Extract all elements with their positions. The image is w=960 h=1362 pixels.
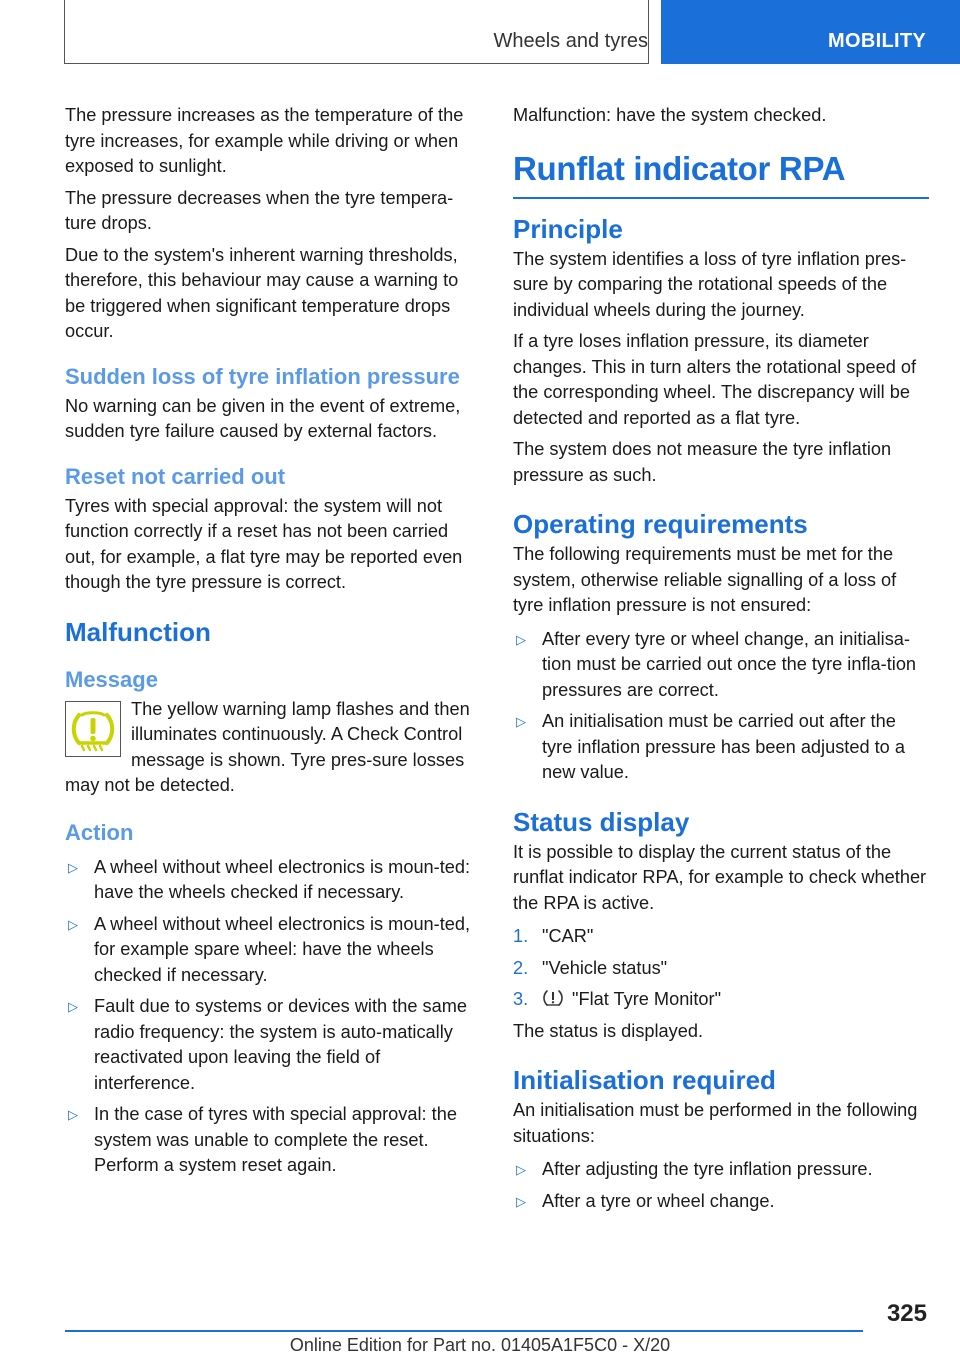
paragraph: It is possible to display the current status of the runflat indicator RPA, for example to check whether the RPA is active. xyxy=(513,841,927,913)
bullet-icon: ▷ xyxy=(68,1107,78,1122)
paragraph: Malfunction: have the system checked. xyxy=(513,105,827,125)
paragraph: The pressure decreases when the tyre tempera-ture drops. xyxy=(65,187,454,233)
paragraph: The status is displayed. xyxy=(513,1020,704,1041)
list-item xyxy=(65,1102,481,1179)
list-item-text: Fault due to systems or devices with the same radio frequency: the system is auto-matically reactivated upon leaving the field of interference. xyxy=(94,996,468,1093)
step-number: 1. xyxy=(513,926,529,946)
step-item xyxy=(513,987,929,1013)
list-item xyxy=(513,709,929,786)
heading-action: Action xyxy=(65,819,134,845)
heading-message: Message xyxy=(65,666,158,692)
bullet-icon: ▷ xyxy=(68,859,78,875)
list-item xyxy=(65,994,481,1096)
bullet-icon: ▷ xyxy=(68,916,78,932)
left-column xyxy=(65,103,481,1185)
heading-principle: Principle xyxy=(513,213,623,244)
paragraph: If a tyre loses inflation pressure, its diameter changes. This in turn alters the rotational speed of the corresponding wheel. The discrepancy will be detected and reported as a flat tyre. xyxy=(513,331,917,428)
operating-list xyxy=(513,627,929,786)
header-chapter-label: MOBILITY xyxy=(828,30,926,52)
footer-edition: Online Edition for Part no. 01405A1F5C0 - X/20 xyxy=(289,1335,671,1355)
step-number: 2. xyxy=(513,957,529,978)
message-block xyxy=(65,697,481,799)
initialisation-list xyxy=(513,1157,929,1214)
paragraph: The following requirements must be met for the system, otherwise reliable signalling of a loss of tyre inflation pressure is not ensured: xyxy=(513,544,897,615)
heading-reset-not-carried-out: Reset not carried out xyxy=(65,463,286,489)
paragraph: The system does not measure the tyre inflation pressure as such. xyxy=(513,439,892,485)
paragraph: An initialisation must be performed in the following situations: xyxy=(513,1100,918,1146)
step-number: 3. xyxy=(513,989,529,1009)
paragraph: No warning can be given in the event of extreme, sudden tyre failure caused by external factors. xyxy=(65,395,461,441)
step-item xyxy=(513,956,929,982)
bullet-icon: ▷ xyxy=(516,1162,526,1177)
list-item xyxy=(65,855,481,906)
bullet-icon: ▷ xyxy=(516,1193,526,1209)
paragraph: Tyres with special approval: the system will not function correctly if a reset has not been carried out, for example, a flat tyre may be reported even though the tyre pressure is correct. xyxy=(65,495,463,592)
step-item xyxy=(513,924,929,950)
list-item-text: After every tyre or wheel change, an initialisa-tion must be carried out once the tyre infla-tion pressures are correct. xyxy=(542,628,917,700)
status-steps xyxy=(513,924,929,1013)
list-item-text: An initialisation must be carried out after the tyre inflation pressure has been adjusted to a new value. xyxy=(542,711,905,782)
paragraph: The pressure increases as the temperature of the tyre increases, for example while driving or when exposed to sunlight. xyxy=(65,105,464,176)
heading-status-display: Status display xyxy=(513,806,690,837)
heading-sudden-loss: Sudden loss of tyre inflation pressure xyxy=(65,363,460,389)
step-text: "CAR" xyxy=(542,926,594,946)
page-number: 325 xyxy=(886,1300,927,1327)
bullet-icon: ▷ xyxy=(516,714,526,729)
list-item-text: In the case of tyres with special approval: the system was unable to complete the reset. Perform a system reset again. xyxy=(94,1104,457,1175)
paragraph: Due to the system's inherent warning thresholds, therefore, this behaviour may cause a warning to be triggered when significant temperature drops occur. xyxy=(65,244,459,341)
heading-malfunction: Malfunction xyxy=(65,616,211,647)
header-chapter-tab[interactable] xyxy=(661,0,960,64)
header-section-title: Wheels and tyres xyxy=(493,30,648,52)
tyre-pressure-warning-icon xyxy=(65,701,121,757)
action-list xyxy=(65,855,481,1179)
tyre-pressure-warning-icon xyxy=(542,989,564,1007)
list-item xyxy=(513,1189,929,1215)
list-item-text: A wheel without wheel electronics is moun-ted: have the wheels checked if necessary. xyxy=(94,856,471,902)
bullet-icon: ▷ xyxy=(68,999,78,1014)
right-column xyxy=(513,103,929,1220)
step-text: "Vehicle status" xyxy=(542,957,668,978)
list-item-text: A wheel without wheel electronics is moun-ted, for example spare wheel: have the wheels checked if necessary. xyxy=(94,913,471,985)
step-text: "Flat Tyre Monitor" xyxy=(572,989,722,1009)
paragraph: The yellow warning lamp flashes and then illuminates continuously. A Check Control message is shown. Tyre pres-sure losses may not be detected. xyxy=(65,698,470,795)
list-item-text: After a tyre or wheel change. xyxy=(542,1190,775,1211)
list-item xyxy=(65,912,481,989)
paragraph: The system identifies a loss of tyre inflation pres-sure by comparing the rotational speeds of the individual wheels during the journey. xyxy=(513,248,907,320)
list-item xyxy=(513,627,929,704)
footer-divider xyxy=(65,1330,863,1332)
list-item xyxy=(513,1157,929,1183)
heading-runflat-indicator: Runflat indicator RPA xyxy=(513,149,929,199)
bullet-icon: ▷ xyxy=(516,631,526,647)
list-item-text: After adjusting the tyre inflation pressure. xyxy=(542,1159,873,1179)
heading-operating-requirements: Operating requirements xyxy=(513,509,808,539)
heading-initialisation-required: Initialisation required xyxy=(513,1065,776,1095)
